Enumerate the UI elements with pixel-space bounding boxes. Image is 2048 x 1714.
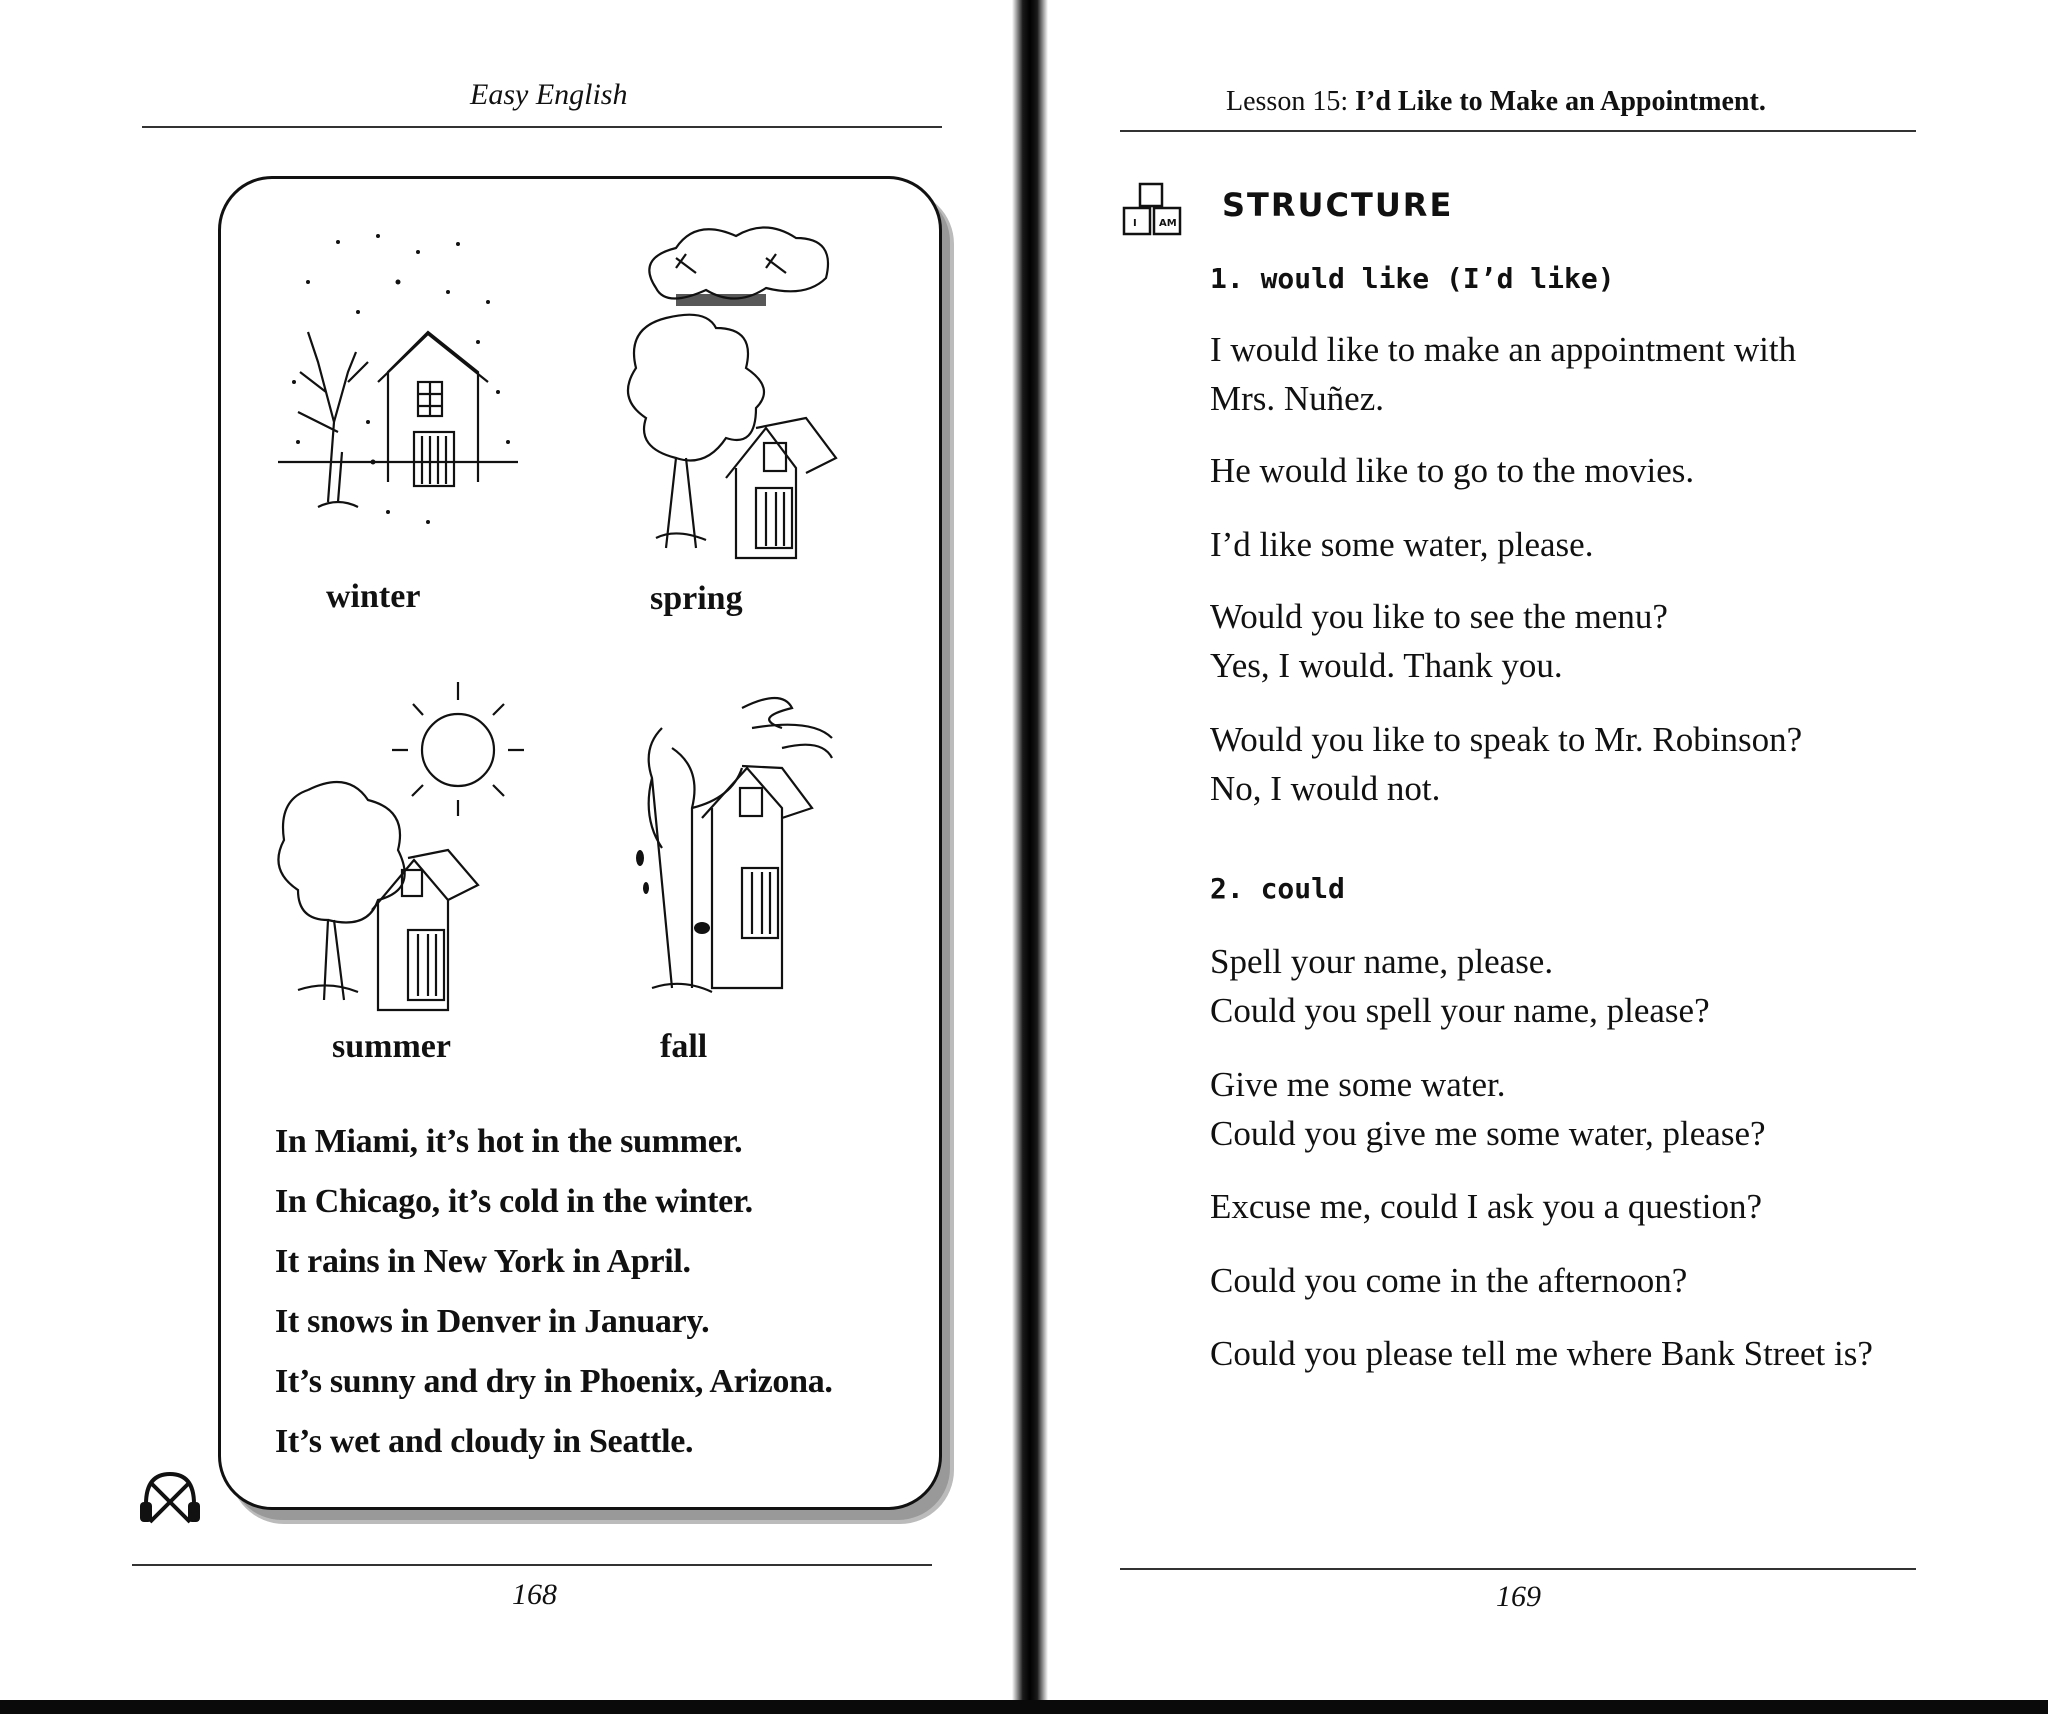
- example-line: Mrs. Nuñez.: [1210, 379, 1384, 418]
- blocks-icon: [1122, 180, 1184, 238]
- example-line: Spell your name, please.: [1210, 942, 1554, 981]
- season-label-fall: fall: [660, 1028, 708, 1065]
- example-line: Excuse me, could I ask you a question?: [1210, 1187, 1763, 1226]
- summer-illustration: [268, 680, 528, 1020]
- running-head: [1226, 86, 1766, 118]
- example: [1210, 325, 1796, 423]
- example-line: Could you come in the afternoon?: [1210, 1261, 1688, 1300]
- header-rule: [142, 126, 942, 128]
- example: [1210, 446, 1694, 495]
- subsection-heading: 1. would like (I’d like): [1210, 262, 1615, 295]
- spring-illustration: [616, 218, 856, 568]
- footer-rule: [1120, 1568, 1916, 1570]
- lesson-title: I’d Like to Make an Appointment.: [1355, 86, 1766, 117]
- example-line: Could you spell your name, please?: [1210, 991, 1710, 1030]
- example-line: Could you give me some water, please?: [1210, 1114, 1766, 1153]
- sentence: It’s sunny and dry in Phoenix, Arizona.: [275, 1363, 833, 1400]
- section-title: STRUCTURE: [1222, 186, 1454, 224]
- headphones-icon: [138, 1468, 202, 1528]
- header-rule: [1120, 130, 1916, 132]
- running-head: Easy English: [470, 78, 628, 111]
- page-number: 169: [1496, 1580, 1541, 1613]
- example-line: Would you like to see the menu?: [1210, 597, 1668, 636]
- example: [1210, 592, 1668, 690]
- example: [1210, 1060, 1766, 1158]
- sentence: It’s wet and cloudy in Seattle.: [275, 1423, 694, 1460]
- book-spine: [1012, 0, 1048, 1714]
- left-page: [0, 0, 1012, 1698]
- example: [1210, 1182, 1762, 1231]
- example-line: No, I would not.: [1210, 769, 1441, 808]
- example: [1210, 1329, 1873, 1378]
- sentence: It rains in New York in April.: [275, 1243, 691, 1280]
- footer-rule: [132, 1564, 932, 1566]
- weather-sentences: [275, 1112, 833, 1472]
- scan-edge: [0, 1700, 2048, 1714]
- svg-text:AM: AM: [1159, 218, 1177, 229]
- sentence: In Miami, it’s hot in the summer.: [275, 1123, 743, 1160]
- example-line: Could you please tell me where Bank Street is?: [1210, 1334, 1873, 1373]
- example-line: Give me some water.: [1210, 1065, 1506, 1104]
- example: [1210, 937, 1710, 1035]
- lesson-number: Lesson 15:: [1226, 86, 1356, 117]
- example: [1210, 715, 1802, 813]
- example-line: Yes, I would. Thank you.: [1210, 646, 1563, 685]
- subsection-heading: 2. could: [1210, 872, 1345, 905]
- season-label-spring: spring: [650, 580, 743, 617]
- sentence: In Chicago, it’s cold in the winter.: [275, 1183, 753, 1220]
- sentence: It snows in Denver in January.: [275, 1303, 710, 1340]
- winter-illustration: [278, 222, 538, 542]
- season-label-summer: summer: [332, 1028, 451, 1065]
- fall-illustration: [632, 688, 852, 1008]
- page-number: 168: [512, 1578, 557, 1611]
- svg-text:I: I: [1133, 218, 1137, 229]
- example-line: He would like to go to the movies.: [1210, 451, 1695, 490]
- example: [1210, 1256, 1687, 1305]
- example: [1210, 520, 1593, 569]
- example-line: I’d like some water, please.: [1210, 525, 1594, 564]
- example-line: Would you like to speak to Mr. Robinson?: [1210, 720, 1803, 759]
- example-line: I would like to make an appointment with: [1210, 330, 1797, 369]
- season-label-winter: winter: [326, 578, 421, 615]
